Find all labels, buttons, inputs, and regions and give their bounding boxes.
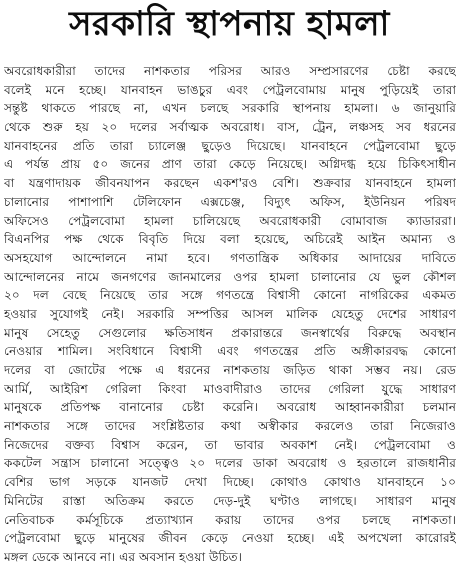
article-line: এ পর্যন্ত প্রায় ৫০ জনের প্রাণ তারা কেড়ে নিয়েছে। অগ্নিদগ্ধ হয়ে চিকিৎসাধীন	[4, 157, 456, 172]
article-line: মঙ্গল ডেকে আনবে না। এর অবসান হওয়া উচিত।	[4, 549, 243, 564]
article-line: দলের বা জোটের পক্ষে এ ধরনের নাশকতায় জড়িত থাকা সম্ভব নয়। রেড	[4, 363, 456, 377]
article-line: আন্দোলনের নামে জনগণের জানমালের ওপর হামলা চালানোর যে ভুল কৌশল	[4, 269, 456, 284]
article-line: নেতিবাচক কর্মসূচিকে প্রত্যাখ্যান করায় তাদের ওপর চলছে নাশকতা।	[4, 512, 456, 527]
article-line: বলেই মনে হচ্ছে। যানবাহন ভাঙচুর এবং পেট্রলবোমায় মানুষ পুড়িয়েই তারা	[4, 82, 456, 97]
article-line: অবরোধকারীরা তাদের নাশকতার পরিসর আরও সম্প্রসারণের চেষ্টা করছে	[4, 64, 456, 78]
article-line: বা যন্ত্রণাদায়ক জীবনযাপন করছেন একশ'রও বেশি। শুক্রবার যানবাহনে হামলা	[4, 176, 456, 191]
article-line: নেওয়ার শামিল। সংবিধানে বিশ্বাসী এবং গণতন্ত্রের প্রতি অঙ্গীকারবদ্ধ কোনো	[4, 344, 456, 359]
article-line: হওয়ার সুযোগই নেই। সরকারি সম্পত্তির আসল মালিক যেহেতু দেশের সাধারণ	[4, 306, 456, 321]
article-line: ২০ দল বেছে নিয়েছে তার সঙ্গে গণতন্ত্রে বিশ্বাসী কোনো নাগরিকের একমত	[4, 288, 456, 303]
article-line: মানুষ সেহেতু সেগুলোর ক্ষতিসাধন প্রকারান্তরে জনস্বার্থের বিরুদ্ধে অবস্থান	[4, 325, 456, 340]
article-body	[4, 62, 456, 567]
article-line: সন্তুষ্ট থাকতে পারছে না, এখন চলছে সরকারি স্থাপনায় হামলা। ৬ জানুয়ারি	[4, 101, 456, 116]
article-line: চালানোর পাশাপাশি টেলিফোন এক্সচেঞ্জ, বিদ্যুৎ অফিস, ইউনিয়ন পরিষদ	[4, 194, 456, 209]
article-line: যানবাহনের প্রতি তারা চ্যালেঞ্জ ছুড়েও দিয়েছে। যানবাহনে পেট্রলবোমা ছুড়ে	[4, 138, 456, 153]
article-line: অসহযোগ আন্দোলনে নামা হবে। গণতান্ত্রিক অধিকার আদায়ের দাবিতে	[4, 250, 456, 265]
article-line: মিনিটের রাস্তা অতিক্রম করতে দেড়-দুই ঘণ্টাও লাগছে। সাধারণ মানুষ	[4, 493, 456, 508]
headline: সরকারি স্থাপনায় হামলা	[69, 4, 390, 44]
article-line: বেশির ভাগ সড়কে যানজট দেখা দিচ্ছে। কোথাও কোথাও যানবাহনে ১০	[4, 475, 456, 490]
article-line: পেট্রলবোমা ছুড়ে মানুষের জীবন কেড়ে নেওয়া হচ্ছে। এই অপখেলা কারোরই	[4, 531, 456, 546]
article-line: থেকে শুরু হয় ২০ দলের সর্বাত্মক অবরোধ। বাস, ট্রেন, লঞ্চসহ সব ধরনের	[4, 120, 456, 135]
article-line: আর্মি, আইরিশ গেরিলা কিংবা মাওবাদীরাও তাদের গেরিলা যুদ্ধে সাধারণ	[4, 381, 456, 396]
article-line: নিজেদের বক্তব্য বিশ্বাস করেন, তা ভাবার অবকাশ নেই। পেট্রলবোমা ও	[4, 437, 456, 452]
article-line: ককটেল সন্ত্রাস চালানো সত্ত্বেও ২০ দলের ডাকা অবরোধ ও হরতালে রাজধানীর	[4, 456, 456, 471]
article-line: মানুষকে প্রতিপক্ষ বানানোর চেষ্টা করেনি। অবরোধ আহ্বানকারীরা চলমান	[4, 400, 456, 415]
article-line: নাশকতার সঙ্গে তাদের সংশ্লিষ্টতার কথা অস্বীকার করলেও তারা নিজেরাও	[4, 419, 456, 434]
article-line: বিএনপির পক্ষ থেকে বিবৃতি দিয়ে বলা হয়েছে, অচিরেই আইন অমান্য ও	[4, 232, 456, 247]
article-line: অফিসেও পেট্রলবোমা হামলা চালিয়েছে অবরোধকারী বোমাবাজ ক্যাডাররা।	[4, 213, 456, 228]
